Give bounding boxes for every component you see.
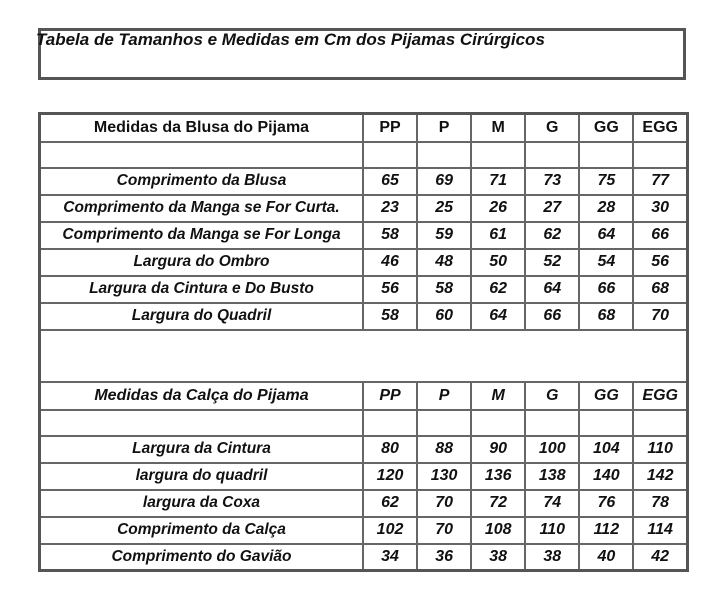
measurement-value: 140 [579,463,633,490]
empty-cell [471,142,525,168]
measurement-value: 90 [471,436,525,463]
measurement-value: 77 [633,168,687,195]
measurement-value: 58 [363,303,417,330]
empty-cell [363,410,417,436]
measurement-value: 56 [633,249,687,276]
blouse-header-row [40,114,688,142]
measurement-value: 130 [417,463,471,490]
measurement-value: 38 [525,544,579,571]
measurement-value: 70 [417,517,471,544]
measurement-value: 40 [579,544,633,571]
pants-header-label: Medidas da Calça do Pijama [40,382,363,410]
measurement-label: Largura do Ombro [40,249,363,276]
measurement-value: 61 [471,222,525,249]
measurement-value: 59 [417,222,471,249]
size-header: GG [579,382,633,410]
measurement-value: 78 [633,490,687,517]
size-header: M [471,382,525,410]
pants-blank-row [40,410,688,436]
measurement-label: Largura da Cintura [40,436,363,463]
table-row [40,195,688,222]
measurement-label: Comprimento da Calça [40,517,363,544]
measurement-value: 70 [633,303,687,330]
empty-cell [525,142,579,168]
measurement-value: 71 [471,168,525,195]
section-gap [40,330,688,382]
measurement-value: 52 [525,249,579,276]
measurement-value: 58 [417,276,471,303]
measurement-value: 42 [633,544,687,571]
measurement-value: 73 [525,168,579,195]
measurement-value: 64 [579,222,633,249]
measurement-value: 28 [579,195,633,222]
measurement-value: 60 [417,303,471,330]
measurement-value: 68 [579,303,633,330]
size-header: G [525,382,579,410]
measurement-value: 30 [633,195,687,222]
blouse-header-label: Medidas da Blusa do Pijama [40,114,363,142]
table-row [40,436,688,463]
measurement-value: 38 [471,544,525,571]
size-header: M [471,114,525,142]
measurement-value: 66 [633,222,687,249]
measurement-value: 48 [417,249,471,276]
page-title: Tabela de Tamanhos e Medidas em Cm dos Pijamas Cirúrgicos [36,30,545,49]
size-header: EGG [633,114,687,142]
measurement-value: 23 [363,195,417,222]
measurement-label: Largura do Quadril [40,303,363,330]
measurement-value: 50 [471,249,525,276]
measurement-label: Largura da Cintura e Do Busto [40,276,363,303]
size-header: G [525,114,579,142]
measurement-value: 62 [525,222,579,249]
measurement-value: 64 [471,303,525,330]
measurement-value: 108 [471,517,525,544]
measurement-value: 36 [417,544,471,571]
measurement-value: 25 [417,195,471,222]
measurement-value: 62 [471,276,525,303]
measurement-value: 138 [525,463,579,490]
empty-cell [633,410,687,436]
measurement-value: 76 [579,490,633,517]
empty-cell [633,142,687,168]
measurement-value: 65 [363,168,417,195]
measurement-value: 80 [363,436,417,463]
table-row [40,168,688,195]
table-row [40,490,688,517]
measurement-value: 58 [363,222,417,249]
table-row [40,303,688,330]
table-row [40,276,688,303]
measurement-value: 102 [363,517,417,544]
measurement-label: Comprimento da Manga se For Longa [40,222,363,249]
empty-cell [579,142,633,168]
section-gap-row [40,330,688,382]
size-header: EGG [633,382,687,410]
empty-cell [363,142,417,168]
table-row [40,249,688,276]
table-row [40,544,688,571]
size-header: P [417,382,471,410]
measurement-value: 110 [525,517,579,544]
measurement-value: 56 [363,276,417,303]
table-row [40,222,688,249]
measurement-value: 54 [579,249,633,276]
size-header: PP [363,114,417,142]
measurement-value: 66 [525,303,579,330]
size-header: PP [363,382,417,410]
measurement-value: 64 [525,276,579,303]
measurement-value: 120 [363,463,417,490]
measurement-value: 74 [525,490,579,517]
measurement-value: 114 [633,517,687,544]
empty-cell [40,142,363,168]
measurement-value: 110 [633,436,687,463]
measurement-value: 34 [363,544,417,571]
measurement-value: 142 [633,463,687,490]
measurement-value: 75 [579,168,633,195]
size-header: P [417,114,471,142]
table-row [40,463,688,490]
measurement-value: 70 [417,490,471,517]
empty-cell [40,410,363,436]
measurement-value: 112 [579,517,633,544]
measurement-value: 27 [525,195,579,222]
pants-header-row [40,382,688,410]
measurement-value: 68 [633,276,687,303]
measurement-label: Comprimento da Blusa [40,168,363,195]
measurement-value: 72 [471,490,525,517]
measurement-label: Comprimento da Manga se For Curta. [40,195,363,222]
measurement-label: largura do quadril [40,463,363,490]
measurement-value: 69 [417,168,471,195]
measurement-value: 66 [579,276,633,303]
size-table [38,112,689,572]
empty-cell [417,410,471,436]
measurement-value: 26 [471,195,525,222]
table-row [40,517,688,544]
size-header: GG [579,114,633,142]
measurement-value: 46 [363,249,417,276]
empty-cell [525,410,579,436]
measurement-value: 136 [471,463,525,490]
measurement-label: largura da Coxa [40,490,363,517]
measurement-value: 100 [525,436,579,463]
measurement-value: 104 [579,436,633,463]
measurement-value: 88 [417,436,471,463]
blouse-blank-row [40,142,688,168]
measurement-label: Comprimento do Gavião [40,544,363,571]
empty-cell [579,410,633,436]
empty-cell [471,410,525,436]
measurement-value: 62 [363,490,417,517]
empty-cell [417,142,471,168]
